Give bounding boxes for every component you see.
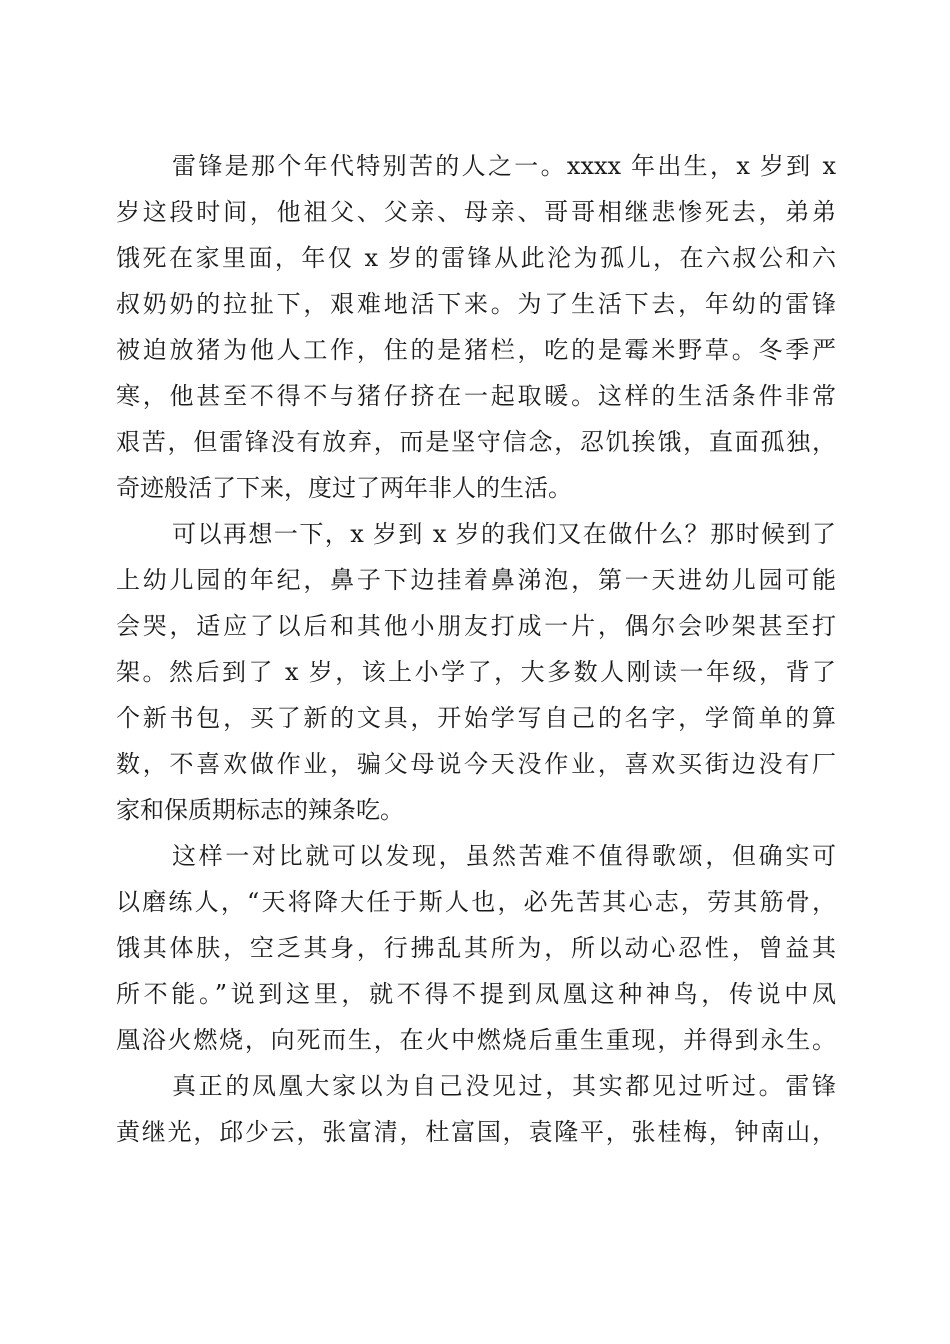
- text-line: 叔奶奶的拉扯下，艰难地活下来。为了生活下去，年幼的雷锋: [116, 290, 836, 318]
- document-body: [116, 143, 836, 1155]
- text-line: 艰苦，但雷锋没有放弃，而是坚守信念，忍饥挨饿，直面孤独，: [116, 428, 836, 456]
- text-line: 凰浴火燃烧，向死而生，在火中燃烧后重生重现，并得到永生。: [116, 1026, 836, 1054]
- text-line: 架。然后到了 x 岁，该上小学了，大多数人刚读一年级，背了: [116, 658, 836, 686]
- text-line: 可以再想一下，x 岁到 x 岁的我们又在做什么？那时候到了: [172, 520, 836, 548]
- text-line: 家和保质期标志的辣条吃。: [116, 796, 404, 824]
- text-line: 饿死在家里面，年仅 x 岁的雷锋从此沦为孤儿，在六叔公和六: [116, 244, 836, 272]
- paragraph-4: [116, 1063, 836, 1155]
- text-line: 被迫放猪为他人工作，住的是猪栏，吃的是霉米野草。冬季严: [116, 336, 836, 364]
- text-line: 这样一对比就可以发现，虽然苦难不值得歌颂，但确实可: [172, 842, 836, 870]
- text-line: 所不能。”说到这里，就不得不提到凤凰这种神鸟，传说中凤: [116, 980, 836, 1008]
- text-line: 黄继光，邱少云，张富清，杜富国，袁隆平，张桂梅，钟南山，: [116, 1118, 836, 1146]
- text-line: 奇迹般活了下来，度过了两年非人的生活。: [116, 474, 572, 502]
- text-line: 饿其体肤，空乏其身，行拂乱其所为，所以动心忍性，曾益其: [116, 934, 836, 962]
- text-line: 真正的凤凰大家以为自己没见过，其实都见过听过。雷锋: [172, 1072, 836, 1100]
- paragraph-2: [116, 511, 836, 833]
- text-line: 个新书包，买了新的文具，开始学写自己的名字，学简单的算: [116, 704, 836, 732]
- text-line: 数，不喜欢做作业，骗父母说今天没作业，喜欢买街边没有厂: [116, 750, 836, 778]
- text-line: 雷锋是那个年代特别苦的人之一。xxxx 年出生，x 岁到 x: [172, 152, 836, 180]
- text-line: 岁这段时间，他祖父、父亲、母亲、哥哥相继悲惨死去，弟弟: [116, 198, 836, 226]
- paragraph-1: [116, 143, 836, 511]
- text-line: 寒，他甚至不得不与猪仔挤在一起取暖。这样的生活条件非常: [116, 382, 836, 410]
- text-line: 以磨练人，“天将降大任于斯人也，必先苦其心志，劳其筋骨，: [116, 888, 836, 916]
- paragraph-3: [116, 833, 836, 1063]
- text-line: 会哭，适应了以后和其他小朋友打成一片，偶尔会吵架甚至打: [116, 612, 836, 640]
- text-line: 上幼儿园的年纪，鼻子下边挂着鼻涕泡，第一天进幼儿园可能: [116, 566, 836, 594]
